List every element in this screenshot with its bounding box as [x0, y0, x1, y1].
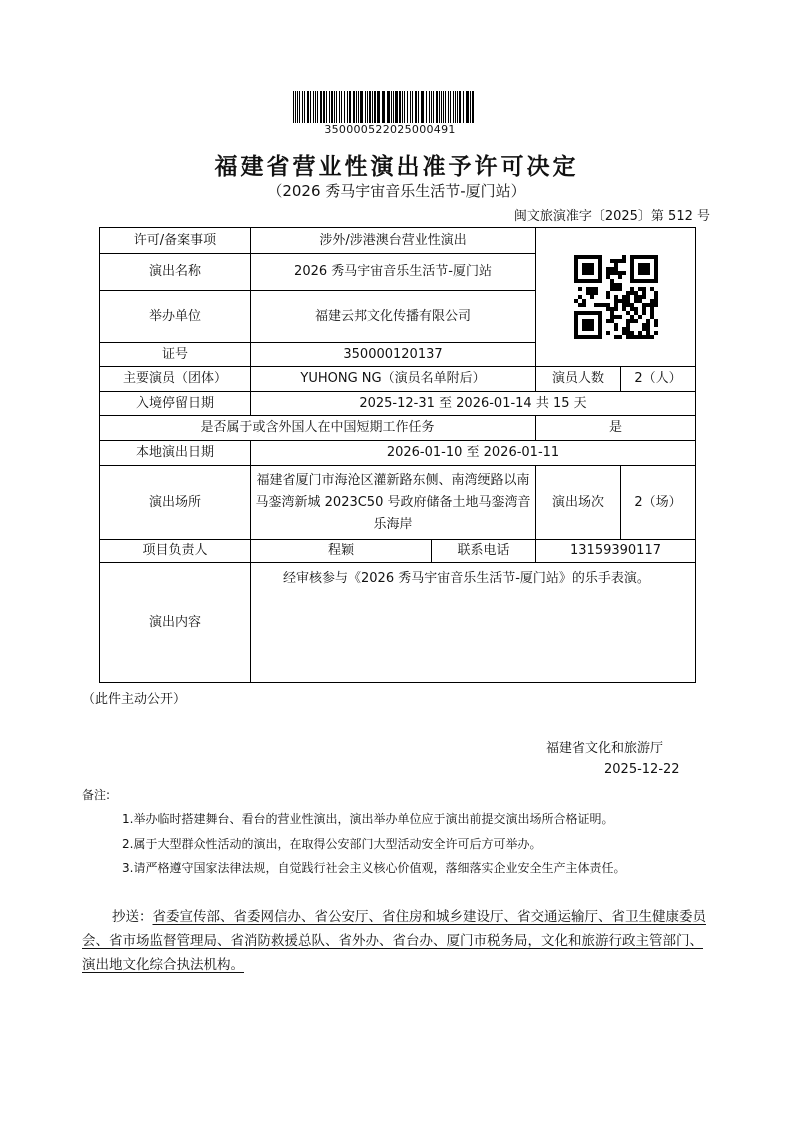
public-note: （此件主动公开） — [82, 692, 187, 707]
content-value: 经审核参与《2026 秀马宇宙音乐生活节-厦门站》的乐手表演。 — [283, 571, 650, 586]
barcode-bar — [323, 91, 325, 123]
barcode-bar — [443, 91, 444, 123]
table-row — [100, 228, 696, 254]
note-item: 3.请严格遵守国家法律法规，自觉践行社会主义核心价值观，落细落实企业安全生产主体责任。 — [122, 861, 626, 875]
barcode-bar — [339, 91, 340, 123]
barcode-bar — [293, 91, 294, 123]
barcode-bar — [436, 91, 438, 123]
performer-value: YUHONG NG（演员名单附后） — [251, 367, 536, 392]
barcode-bar — [317, 91, 318, 123]
venue-value: 福建省厦门市海沧区灌新路东侧、南湾绠路以南马銮湾新城 2023C50 号政府储备土地马銮湾音乐海岸 — [251, 466, 536, 540]
cc-label: 抄送： — [112, 909, 153, 925]
barcode-bar — [295, 91, 296, 123]
content-label: 演出内容 — [100, 563, 251, 683]
barcode-bar — [341, 91, 342, 123]
barcode-bar — [297, 91, 298, 123]
shows-label: 演出场次 — [536, 466, 621, 540]
barcode-bar — [453, 91, 454, 123]
table-row — [100, 441, 696, 466]
barcode-bar — [387, 91, 390, 123]
name-label: 演出名称 — [100, 254, 251, 291]
permit-table — [99, 227, 696, 683]
barcode-bar — [455, 91, 456, 123]
qr-module — [654, 335, 658, 339]
venue-label: 演出场所 — [100, 466, 251, 540]
barcode-bar — [310, 91, 311, 123]
barcode-bar — [356, 91, 357, 123]
barcode-number: 350000522025000491 — [324, 123, 456, 136]
barcode-bar — [302, 91, 303, 123]
barcode-bar — [415, 91, 417, 123]
table-row — [100, 563, 696, 683]
cc-section — [82, 905, 712, 977]
barcode-bar — [472, 91, 474, 123]
barcode-bar — [441, 91, 442, 123]
foreign-value: 是 — [536, 416, 696, 441]
barcode-bar — [307, 91, 309, 123]
barcode-bar — [336, 91, 337, 123]
barcode-bar — [470, 91, 471, 123]
barcode-bar — [431, 91, 432, 123]
performer-label: 主要演员（团体） — [100, 367, 251, 392]
barcode-bar — [421, 91, 424, 123]
table-row — [100, 392, 696, 416]
performer-count-value: 2（人） — [621, 367, 696, 392]
item-label: 许可/备案事项 — [100, 228, 251, 254]
barcode-bar — [347, 91, 348, 123]
barcode-bar — [463, 91, 464, 123]
qr-code-cell — [536, 228, 696, 367]
stay-value: 2025-12-31 至 2026-01-14 共 15 天 — [251, 392, 696, 416]
barcode-bar — [448, 91, 449, 123]
barcode-bar — [382, 91, 385, 123]
barcode-bar — [426, 91, 427, 123]
barcode-bar — [358, 91, 359, 123]
barcode-bar — [377, 91, 380, 123]
barcode-bar — [459, 91, 461, 123]
barcode-bar — [304, 91, 305, 123]
barcode-bar — [399, 91, 401, 123]
cert-label: 证号 — [100, 343, 251, 367]
shows-value: 2（场） — [621, 466, 696, 540]
item-value: 涉外/涉港澳台营业性演出 — [251, 228, 536, 254]
organizer-value: 福建云邦文化传播有限公司 — [251, 291, 536, 343]
issuer: 福建省文化和旅游厅 — [546, 741, 664, 756]
barcode-bar — [367, 91, 368, 123]
barcode-bar — [439, 91, 440, 123]
barcode-bar — [313, 91, 314, 123]
barcode-bar — [429, 91, 430, 123]
local-date-value: 2026-01-10 至 2026-01-11 — [251, 441, 696, 466]
phone-value: 13159390117 — [536, 540, 696, 563]
table-row — [100, 540, 696, 563]
barcode-bar — [407, 91, 408, 123]
barcode-bar — [372, 91, 373, 123]
barcode-bar — [457, 91, 458, 123]
barcode-bar — [395, 91, 398, 123]
table-row — [100, 416, 696, 441]
barcode-bar — [360, 91, 363, 123]
barcode-bar — [344, 91, 345, 123]
content-value-cell — [251, 563, 696, 683]
barcode-bar — [320, 91, 322, 123]
document-subtitle: （2026 秀马宇宙音乐生活节-厦门站） — [267, 182, 526, 200]
barcode-bar — [369, 91, 371, 123]
barcode-bar — [433, 91, 434, 123]
note-item: 2.属于大型群众性活动的演出，在取得公安部门大型活动安全许可后方可举办。 — [122, 837, 542, 851]
notes-label: 备注: — [82, 788, 111, 802]
barcode-bar — [393, 91, 394, 123]
barcode-bar — [353, 91, 355, 123]
barcode-bar — [329, 91, 330, 123]
barcode-bar — [418, 91, 419, 123]
manager-label: 项目负责人 — [100, 540, 251, 563]
name-value: 2026 秀马宇宙音乐生活节-厦门站 — [251, 254, 536, 291]
barcode-bar — [466, 91, 469, 123]
foreign-label: 是否属于或含外国人在中国短期工作任务 — [100, 416, 536, 441]
barcode-bar — [315, 91, 316, 123]
barcode-bar — [326, 91, 327, 123]
barcode-bar — [299, 91, 300, 123]
organizer-label: 举办单位 — [100, 291, 251, 343]
performer-count-label: 演员人数 — [536, 367, 621, 392]
document-title: 福建省营业性演出准予许可决定 — [214, 154, 579, 180]
manager-value: 程颖 — [251, 540, 432, 563]
phone-label: 联系电话 — [432, 540, 536, 563]
barcode-bar — [404, 91, 405, 123]
barcode-bar — [374, 91, 376, 123]
local-date-label: 本地演出日期 — [100, 441, 251, 466]
barcode-bar — [450, 91, 451, 123]
document-number: 闽文旅演准字〔2025〕第 512 号 — [513, 209, 710, 224]
barcode-bar — [410, 91, 411, 123]
barcode-bar — [391, 91, 392, 123]
table-row — [100, 367, 696, 392]
qr-code-icon — [574, 255, 658, 339]
cert-value: 350000120137 — [251, 343, 536, 367]
cc-recipients: 省委宣传部、省委网信办、省公安厅、省住房和城乡建设厅、省交通运输厅、省卫生健康委员会、省市场监督管理局、省消防救援总队、省外办、省台办、厦门市税务局，文化和旅游行政主管部门、演出地文化综合执法机构。 — [82, 909, 706, 973]
table-row — [100, 466, 696, 540]
barcode-bar — [331, 91, 333, 123]
barcode-bar — [445, 91, 446, 123]
stay-label: 入境停留日期 — [100, 392, 251, 416]
barcode-bar — [365, 91, 366, 123]
note-item: 1.举办临时搭建舞台、看台的营业性演出，演出举办单位应于演出前提交演出场所合格证明。 — [122, 812, 614, 826]
barcode-bar — [349, 91, 351, 123]
barcode-bar — [334, 91, 335, 123]
barcode-bar — [402, 91, 403, 123]
issue-date: 2025-12-22 — [604, 762, 680, 777]
barcode — [293, 91, 475, 123]
barcode-bar — [412, 91, 413, 123]
